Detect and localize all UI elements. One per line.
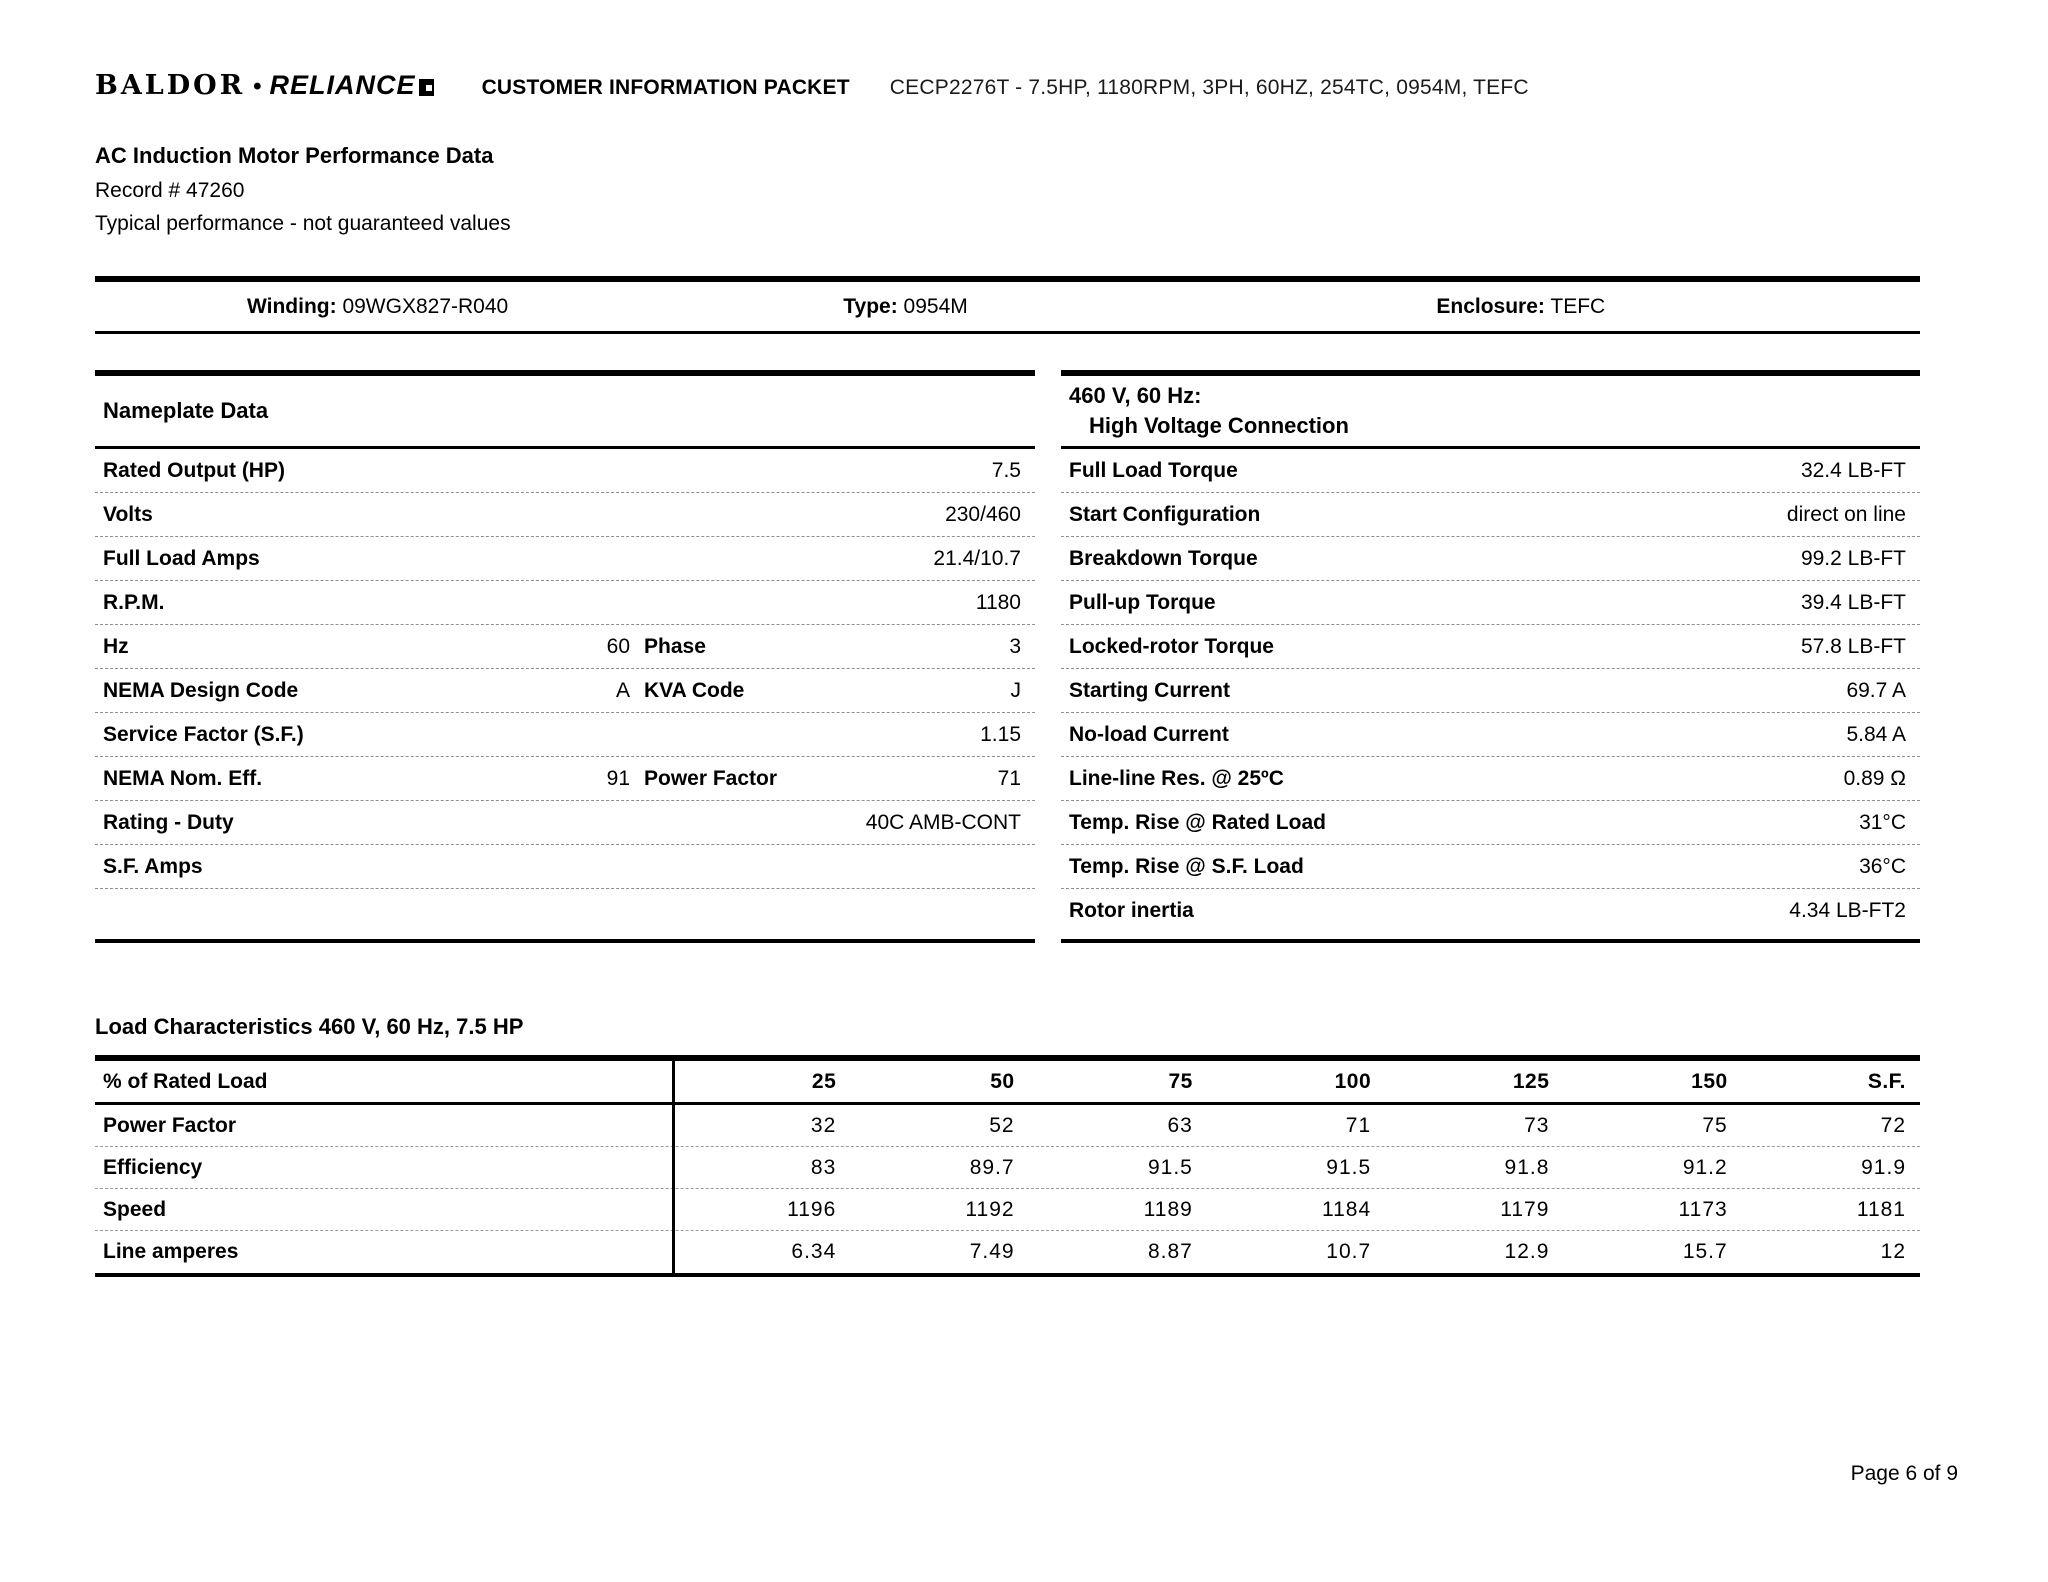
table-row [1061,537,1920,581]
cell-value: 71 [1345,1113,1372,1137]
row-label: Line-line Res. @ 25ºC [1069,766,1284,790]
row-label: Breakdown Torque [1069,546,1258,570]
row-label: Efficiency [103,1155,203,1179]
row-value: 31°C [1859,810,1906,834]
row-value: 1180 [975,590,1021,614]
logo-dot-icon: • [253,73,262,100]
row-mid-value: A [615,678,630,702]
document-header [95,70,1930,101]
cell-value: 12.9 [1504,1240,1550,1263]
column-header: 150 [1691,1069,1728,1093]
hv-title-line2: High Voltage Connection [1089,413,1349,438]
cell-value: 72 [1880,1113,1906,1137]
hv-connection-table [1061,370,1920,943]
row-value: 21.4/10.7 [933,546,1021,570]
row-value: 32.4 LB-FT [1800,458,1906,482]
cell-value: 32 [810,1113,837,1137]
baldor-reliance-logo [95,70,434,101]
row-label: NEMA Nom. Eff. [103,766,263,790]
cell-value: 1181 [1856,1197,1906,1221]
table-row [95,669,1035,713]
cell-value: 7.49 [969,1240,1015,1263]
row-value: 0.89 Ω [1843,766,1906,790]
row-value: 1.15 [980,722,1021,746]
cell-value: 91.9 [1861,1155,1906,1179]
row-label: Pull-up Torque [1069,590,1216,614]
row-label: Temp. Rise @ Rated Load [1069,810,1326,834]
row-label: Power Factor [103,1113,237,1137]
load-characteristics-table [95,1055,1920,1277]
winding-cell [95,295,843,319]
enclosure-label: Enclosure: [1436,294,1545,318]
type-cell [843,295,1436,319]
row-label: Rated Output (HP) [103,458,285,482]
hv-title-line1: 460 V, 60 Hz: [1069,383,1202,408]
cell-value: 1196 [787,1197,837,1221]
table-row [1061,669,1920,713]
column-divider [672,1055,675,1277]
row-label: Full Load Torque [1069,458,1238,482]
row-value: 57.8 LB-FT [1800,634,1906,658]
row-mid-label: Power Factor [644,766,778,790]
row-label: Rating - Duty [103,810,234,834]
table-row [95,1189,1920,1231]
column-header: 75 [1168,1069,1193,1093]
performance-note: Typical performance - not guaranteed values [95,212,511,235]
nameplate-table-header [95,376,1035,449]
cell-value: 91.5 [1147,1155,1193,1179]
type-label: Type: [843,294,898,318]
cell-value: 1192 [965,1197,1015,1221]
cell-value: 83 [810,1155,837,1179]
column-header: 50 [990,1069,1015,1093]
row-value: direct on line [1786,502,1906,526]
row-label: Starting Current [1069,678,1231,702]
row-value: 4.34 LB-FT2 [1789,899,1906,922]
row-value: 7.5 [991,458,1021,482]
cell-value: 6.34 [791,1240,837,1263]
winding-label: Winding: [247,294,337,318]
cell-value: 91.5 [1326,1155,1372,1179]
logo-baldor-text: BALDOR [95,70,246,101]
table-row [1061,581,1920,625]
row-value: 3 [1009,634,1021,658]
row-value: J [1010,678,1021,702]
table-row [95,537,1035,581]
column-header: 125 [1512,1069,1550,1093]
row-label: Volts [103,502,153,526]
cell-value: 12 [1880,1240,1906,1263]
row-label: Rotor inertia [1069,899,1194,922]
row-label: Start Configuration [1069,502,1261,526]
table-row [95,449,1035,493]
nameplate-table [95,370,1035,943]
cell-value: 1173 [1678,1197,1728,1221]
row-label: Speed [103,1197,167,1221]
cell-value: 52 [989,1113,1015,1137]
row-label: S.F. Amps [103,854,203,878]
row-mid-value: 60 [606,634,630,658]
motor-spec-line: CECP2276T - 7.5HP, 1180RPM, 3PH, 60HZ, 254TC, 0954M, TEFC [889,76,1529,99]
column-header: 25 [811,1069,837,1093]
row-mid-value: 91 [606,766,630,790]
cell-value: 1179 [1500,1197,1550,1221]
table-row [95,757,1035,801]
table-row [95,1147,1920,1189]
cell-value: 15.7 [1682,1240,1728,1263]
row-value: 39.4 LB-FT [1800,590,1906,614]
title-block [95,143,511,245]
row-value: 40C AMB-CONT [865,810,1021,834]
table-row [1061,845,1920,889]
cell-value: 73 [1524,1113,1550,1137]
nameplate-title: Nameplate Data [103,398,269,423]
enclosure-cell [1436,295,1920,319]
hv-table-header [1061,376,1920,449]
cell-value: 63 [1167,1113,1193,1137]
table-row [1061,757,1920,801]
cell-value: 89.7 [969,1155,1015,1179]
table-row [95,1105,1920,1147]
load-characteristics-title: Load Characteristics 460 V, 60 Hz, 7.5 HP [95,1014,524,1039]
row-label: No-load Current [1069,722,1229,746]
row-mid-label: KVA Code [644,678,745,702]
cell-value: 1184 [1321,1197,1372,1221]
row-label: Temp. Rise @ S.F. Load [1069,854,1304,878]
table-row [95,1231,1920,1273]
table-row [1061,493,1920,537]
row-value: 71 [997,766,1021,790]
table-row [95,801,1035,845]
row-label: Hz [103,634,129,658]
cell-value: 91.8 [1504,1155,1550,1179]
cell-value: 8.87 [1147,1240,1193,1263]
table-row [95,713,1035,757]
table-row [1061,889,1920,933]
page-title: AC Induction Motor Performance Data [95,143,494,168]
row-label: NEMA Design Code [103,678,299,702]
row-value: 36°C [1859,854,1906,878]
row-value: 230/460 [945,502,1021,526]
row-label: Service Factor (S.F.) [103,722,304,746]
corner-label: % of Rated Load [103,1069,268,1093]
cell-value: 91.2 [1682,1155,1728,1179]
type-value: 0954M [903,294,968,318]
enclosure-value: TEFC [1550,294,1606,318]
page-number: Page 6 of 9 [1850,1462,1958,1485]
cell-value: 75 [1702,1113,1728,1137]
table-row [1061,801,1920,845]
table-row [95,845,1035,889]
table-row [1061,713,1920,757]
table-row [95,625,1035,669]
column-header: 100 [1334,1069,1372,1093]
table-row [95,493,1035,537]
winding-value: 09WGX827-R040 [342,294,509,318]
table-row [95,581,1035,625]
column-header: S.F. [1867,1069,1906,1093]
table-row [1061,625,1920,669]
logo-reliance-text: RELIANCE [269,70,416,100]
cell-value: 1189 [1143,1197,1193,1221]
row-value: 99.2 LB-FT [1800,546,1906,570]
row-label: Line amperes [103,1240,239,1263]
winding-bar [95,276,1920,334]
cell-value: 10.7 [1326,1240,1372,1263]
table-row [1061,449,1920,493]
row-label: R.P.M. [103,590,165,614]
packet-title: CUSTOMER INFORMATION PACKET [481,76,850,99]
reliance-trademark-icon [419,79,434,96]
row-label: Full Load Amps [103,546,260,570]
row-value: 69.7 A [1846,678,1906,702]
row-label: Locked-rotor Torque [1069,634,1274,658]
row-mid-label: Phase [644,634,706,658]
record-number: Record # 47260 [95,179,245,202]
row-value: 5.84 A [1846,722,1906,746]
main-tables [95,370,1920,943]
load-table-header-row [95,1061,1920,1105]
